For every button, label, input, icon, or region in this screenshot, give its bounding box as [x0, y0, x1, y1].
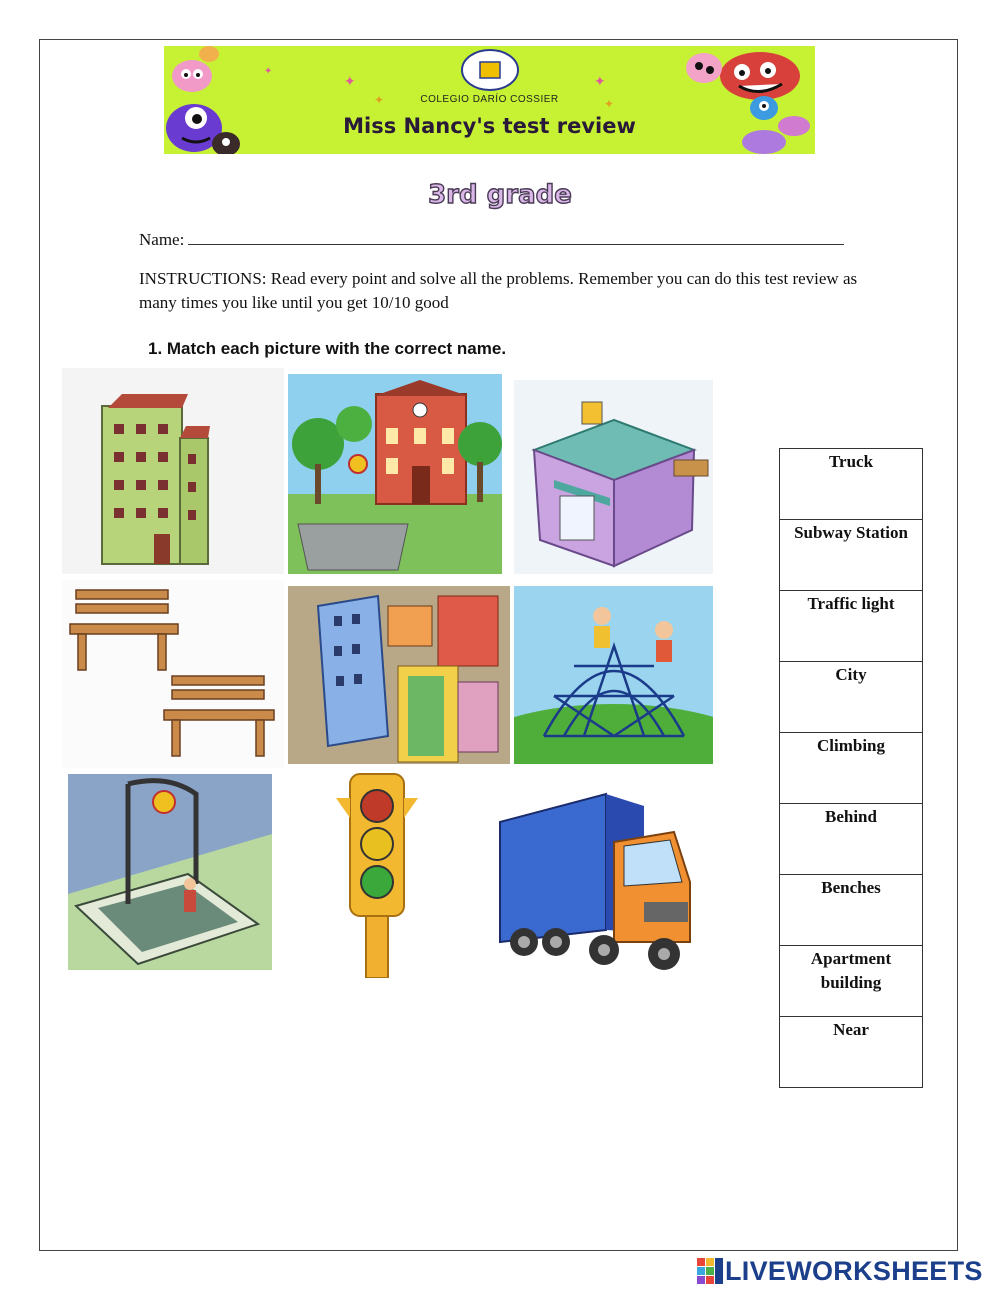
- school-name: COLEGIO DARÍO COSSIER: [420, 94, 559, 105]
- question-heading: 1. Match each picture with the correct name.: [148, 339, 507, 358]
- name-field[interactable]: [188, 230, 844, 245]
- grade-heading: 3rd grade: [428, 180, 572, 210]
- picture-climbing: [514, 586, 713, 764]
- picture-subway-entrance-park: [288, 374, 502, 574]
- picture-truck: [494, 782, 713, 978]
- picture-traffic-light: [288, 768, 502, 978]
- picture-apartment-building: [62, 368, 284, 574]
- answer-cell-climbing[interactable]: Climbing: [780, 733, 923, 804]
- svg-text:✦: ✦: [594, 75, 606, 90]
- picture-city: [288, 586, 510, 764]
- answer-cell-traffic-light[interactable]: Traffic light: [780, 591, 923, 662]
- picture-subway-station: [68, 774, 272, 970]
- name-label: Name:: [139, 230, 185, 249]
- answer-cell-truck[interactable]: Truck: [780, 449, 923, 520]
- answer-cell-subway-station[interactable]: Subway Station: [780, 520, 923, 591]
- answer-cell-city[interactable]: City: [780, 662, 923, 733]
- liveworksheets-logo-icon: [697, 1258, 723, 1284]
- name-field-row: [139, 230, 844, 250]
- liveworksheets-logo-text: LIVEWORKSHEETS: [725, 1255, 983, 1286]
- svg-text:✦: ✦: [374, 93, 385, 107]
- svg-text:✦: ✦: [264, 66, 273, 77]
- picture-store: [514, 380, 713, 574]
- liveworksheets-logo: [697, 1256, 983, 1286]
- svg-text:✦: ✦: [604, 97, 615, 111]
- answer-cell-behind[interactable]: Behind: [780, 804, 923, 875]
- answer-table: [779, 448, 923, 1088]
- svg-text:✦: ✦: [344, 75, 356, 90]
- instructions-text: INSTRUCTIONS: Read every point and solve all the problems. Remember you can do this test review as many times you like until you get 10/10 good: [139, 269, 858, 312]
- answer-cell-near[interactable]: Near: [780, 1017, 923, 1088]
- header-banner: [164, 46, 815, 154]
- answer-cell-benches[interactable]: Benches: [780, 875, 923, 946]
- banner-title: Miss Nancy's test review: [343, 114, 636, 138]
- picture-grid: [62, 368, 713, 979]
- picture-benches: [62, 580, 284, 768]
- answer-cell-apartment-building[interactable]: Apartment building: [780, 946, 923, 1017]
